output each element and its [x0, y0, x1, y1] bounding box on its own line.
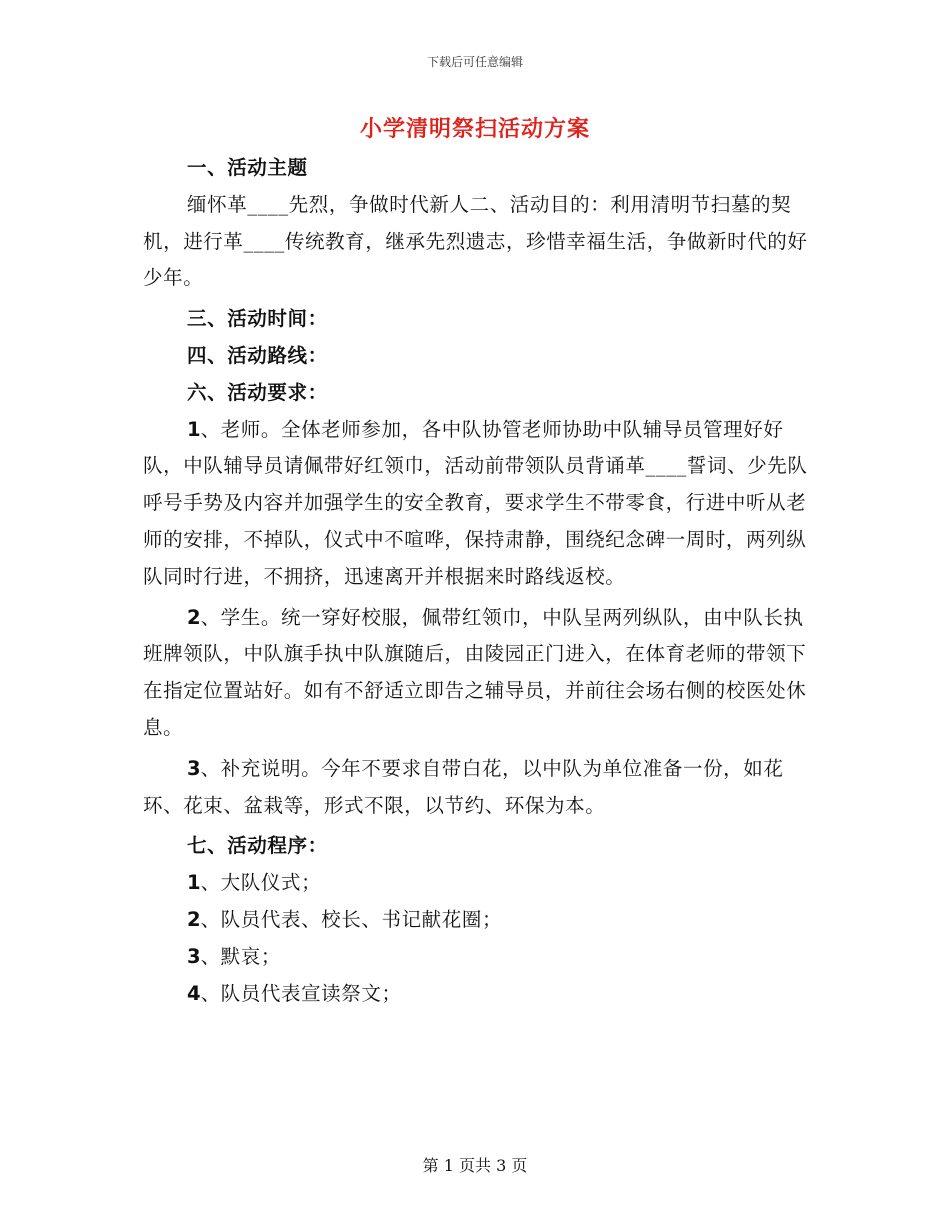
- procedure-text: 、队员代表宣读祭文；: [200, 981, 402, 1005]
- list-number: 3: [187, 756, 201, 780]
- list-number: 3: [187, 944, 201, 968]
- procedure-item: [143, 976, 809, 1013]
- theme-paragraph: 缅怀革____先烈，争做时代新人二、活动目的：利用清明节扫墓的契机，进行革____传统教育，继承先烈遗志，珍惜幸福生活，争做新时代的好少年。: [143, 192, 808, 290]
- requirement-students: [143, 600, 809, 747]
- requirement-text: 、学生。统一穿好校服，佩带红领巾，中队呈两列纵队，由中队长执班牌领队，中队旗手执中队旗随后，由陵园正门进入，在体育老师的带领下在指定位置站好。如有不舒适立即告之辅导员，并前往会场右侧的校医处休息。: [143, 605, 807, 739]
- section-heading-requirements: 六、活动要求：: [187, 380, 328, 404]
- list-number: 4: [187, 981, 201, 1005]
- document-title: 小学清明祭扫活动方案: [359, 116, 590, 142]
- requirement-text: 、老师。全体老师参加，各中队协管老师协助中队辅导员管理好好队，中队辅导员请佩带好红领巾，活动前带领队员背诵革____誓词、少先队呼号手势及内容并加强学生的安全教育，要求学生不带零食，行进中听从老师的安排，不掉队，仪式中不喧哗，保持肃静，围绕纪念碑一周时，两列纵队同时行进，不拥挤，迅速离开并根据来时路线返校。: [143, 417, 808, 588]
- section-heading-time: 三、活动时间：: [187, 307, 328, 331]
- procedure-item: [143, 902, 809, 939]
- procedure-text: 、大队仪式；: [200, 871, 322, 895]
- list-number: 1: [187, 417, 201, 441]
- header-note: 下载后可任意编辑: [426, 55, 523, 69]
- requirement-supplement: [143, 751, 809, 825]
- procedure-text: 、默哀；: [200, 944, 281, 968]
- list-number: 1: [187, 871, 201, 895]
- procedure-text: 、队员代表、校长、书记献花圈；: [200, 907, 503, 931]
- document-body: [143, 150, 809, 1012]
- list-number: 2: [187, 605, 201, 629]
- requirement-text: 、补充说明。今年不要求自带白花，以中队为单位准备一份，如花环、花束、盆栽等，形式不限，以节约、环保为本。: [143, 756, 784, 817]
- requirement-teachers: [143, 412, 809, 596]
- section-heading-procedure: 七、活动程序：: [187, 834, 328, 858]
- section-heading-route: 四、活动路线：: [187, 343, 328, 367]
- page-footer: 第 1 页共 3 页: [422, 1156, 528, 1175]
- procedure-item: [143, 939, 809, 976]
- list-number: 2: [187, 907, 201, 931]
- procedure-item: [143, 865, 809, 902]
- section-heading-theme: 一、活动主题: [187, 156, 308, 179]
